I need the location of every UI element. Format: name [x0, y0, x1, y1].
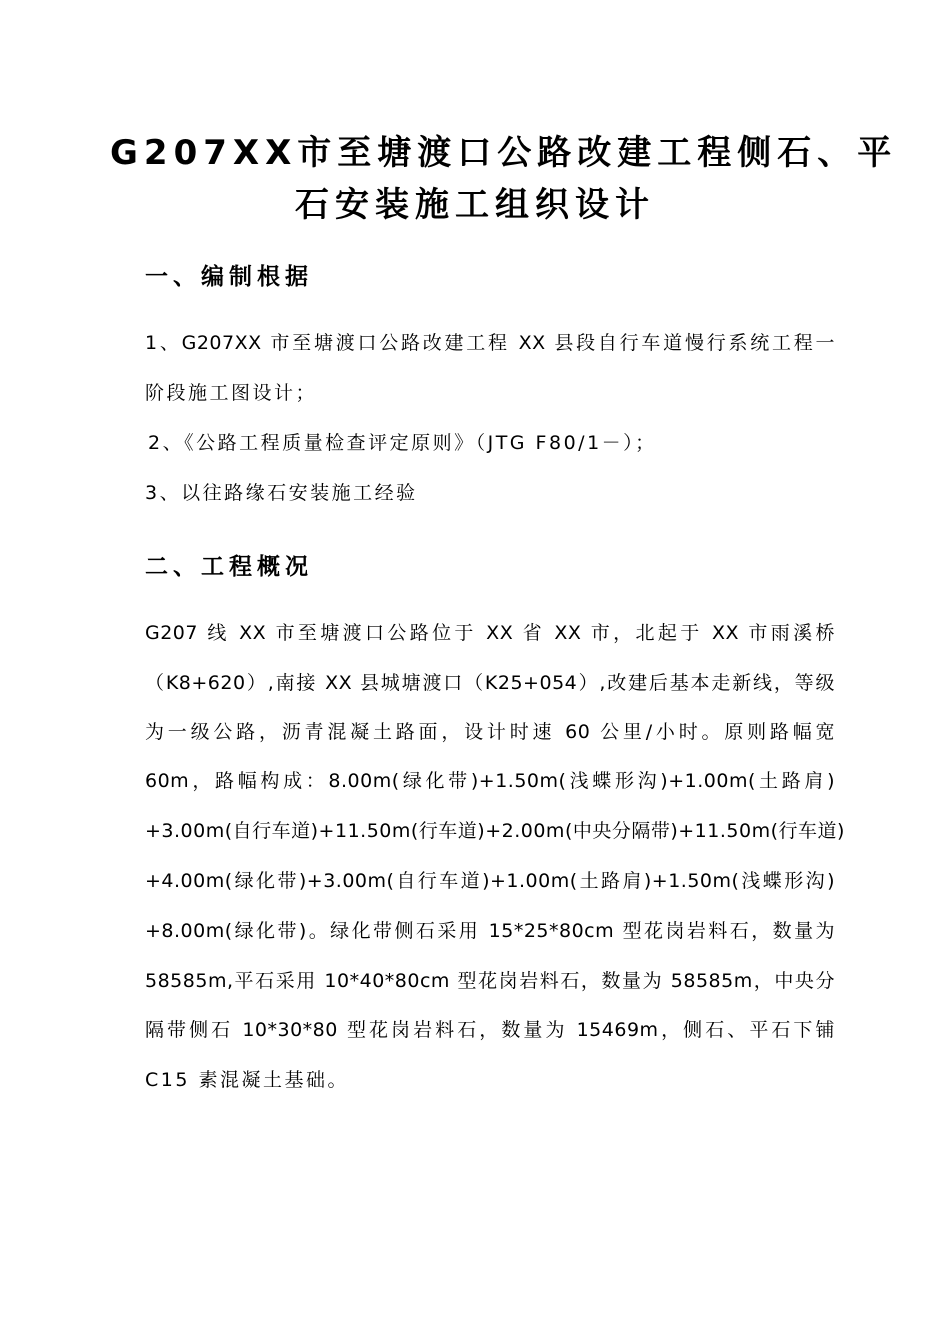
overview-line-7: +8.00m(绿化带)。绿化带侧石采用 15*25*80cm 型花岗岩料石，数量为: [145, 920, 835, 942]
basis-item-3: 3、以往路缘石安装施工经验: [145, 482, 418, 504]
overview-line-10: C15 素混凝土基础。: [145, 1069, 349, 1091]
overview-line-5: +3.00m(自行车道)+11.50m(行车道)+2.00m(中央分隔带)+11.50m(行车道): [145, 820, 845, 842]
overview-line-4: 60m，路幅构成：8.00m(绿化带)+1.50m(浅蝶形沟)+1.00m(土路肩): [145, 770, 835, 792]
document-title-line-2: 石安装施工组织设计: [295, 185, 655, 225]
basis-item-1-line-1: 1、G207XX 市至塘渡口公路改建工程 XX 县段自行车道慢行系统工程一: [145, 332, 835, 354]
overview-line-3: 为一级公路，沥青混凝土路面，设计时速 60 公里/小时。原则路幅宽: [145, 721, 835, 743]
basis-item-1-line-2: 阶段施工图设计；: [145, 382, 318, 404]
document-title-line-1: G207XX市至塘渡口公路改建工程侧石、平: [110, 133, 898, 173]
section-heading-basis: 一、编制根据: [145, 264, 313, 290]
basis-item-2: 2、《公路工程质量检查评定原则》（JTG F80/1－）；: [148, 432, 657, 454]
section-heading-overview: 二、工程概况: [145, 554, 313, 580]
overview-line-8: 58585m,平石采用 10*40*80cm 型花岗岩料石，数量为 58585m，中央分: [145, 970, 835, 992]
overview-line-2: （K8+620）,南接 XX 县城塘渡口（K25+054）,改建后基本走新线，等级: [145, 672, 835, 694]
overview-line-6: +4.00m(绿化带)+3.00m(自行车道)+1.00m(土路肩)+1.50m(浅蝶形沟): [145, 870, 835, 892]
overview-line-9: 隔带侧石 10*30*80 型花岗岩料石，数量为 15469m，侧石、平石下铺: [145, 1019, 835, 1041]
overview-line-1: G207 线 XX 市至塘渡口公路位于 XX 省 XX 市，北起于 XX 市雨溪桥: [145, 622, 835, 644]
